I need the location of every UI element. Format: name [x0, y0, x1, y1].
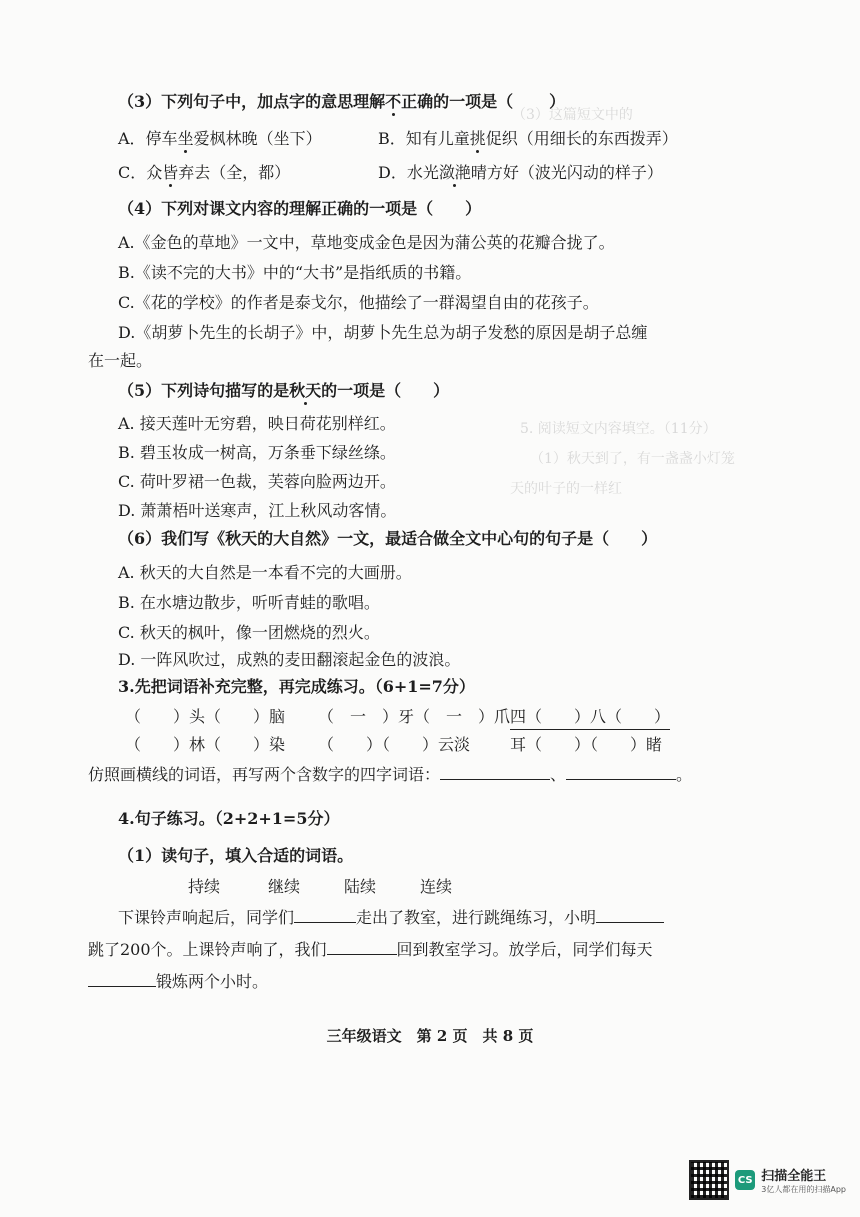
question-4-option-d-cont: 在一起。: [88, 351, 153, 370]
answer-blank[interactable]: [596, 906, 664, 923]
question-6-option-d: D. 一阵风吹过，成熟的麦田翻滚起金色的波浪。: [118, 650, 461, 669]
question-5-option-d: D. 萧萧梧叶送寒声，江上秋风动客情。: [118, 501, 397, 520]
idiom-blank[interactable]: （ 一 ）牙（ 一 ）爪: [318, 707, 511, 726]
question-3-option-b: B．知有儿童挑促织（用细长的东西拨弄）: [378, 129, 678, 148]
section-4-title: 4.句子练习。（2+2+1=5分）: [118, 809, 340, 828]
bleed-text: 5. 阅读短文内容填空。（11分）: [520, 421, 717, 437]
question-4-option-d: D.《胡萝卜先生的长胡子》中，胡萝卜先生总为胡子发愁的原因是胡子总缠: [118, 323, 648, 342]
watermark-subtitle: 3亿人都在用的扫描App: [761, 1185, 846, 1194]
word-bank-item: 连续: [420, 877, 453, 896]
answer-blank[interactable]: [294, 906, 356, 923]
question-3-option-d: D．水光潋滟晴方好（波光闪动的样子）: [378, 163, 663, 182]
camscanner-logo-icon: CS: [735, 1170, 755, 1190]
question-3-stem: （3）下列句子中，加点字的意思理解不正确的一项是（ ）: [118, 92, 566, 111]
question-4-option-b: B.《读不完的大书》中的“大书”是指纸质的书籍。: [118, 263, 472, 282]
bleed-text: （3）这篇短文中的: [512, 107, 633, 123]
question-3-option-c: C．众皆弃去（全，都）: [118, 163, 291, 182]
section-4-sub-1: （1）读句子，填入合适的词语。: [118, 846, 354, 865]
idiom-blank[interactable]: （ ）林（ ）染: [125, 735, 286, 754]
fill-sentence-3: 锻炼两个小时。: [88, 970, 268, 993]
word-bank-item: 陆续: [344, 877, 377, 896]
question-5-option-a: A. 接天莲叶无穷碧，映日荷花别样红。: [118, 414, 396, 433]
idiom-blank[interactable]: 耳（ ）（ ）睹: [510, 735, 663, 754]
word-bank-item: 继续: [268, 877, 301, 896]
question-4-stem: （4）下列对课文内容的理解正确的一项是（ ）: [118, 199, 482, 218]
bleed-text: （1）秋天到了，有一盏盏小灯笼: [530, 451, 735, 467]
idiom-task: 仿照画横线的词语，再写两个含数字的四字词语： 、 。: [88, 765, 693, 784]
qr-code-icon: [689, 1160, 729, 1200]
page-footer: 三年级语文 第 2 页 共 8 页: [326, 1027, 534, 1045]
answer-blank[interactable]: [566, 763, 676, 780]
question-4-option-c: C.《花的学校》的作者是泰戈尔，他描绘了一群渴望自由的花孩子。: [118, 293, 599, 312]
answer-blank[interactable]: [440, 763, 550, 780]
question-6-stem: （6）我们写《秋天的大自然》一文，最适合做全文中心句的句子是（ ）: [118, 529, 658, 548]
question-4-option-a: A.《金色的草地》一文中，草地变成金色是因为蒲公英的花瓣合拢了。: [118, 233, 615, 252]
question-5-stem: （5）下列诗句描写的是秋天的一项是（ ）: [118, 381, 450, 400]
word-bank-item: 持续: [188, 877, 221, 896]
question-5-option-c: C. 荷叶罗裙一色裁，芙蓉向脸两边开。: [118, 472, 396, 491]
fill-sentence-2: 跳了200个。上课铃声响了，我们 回到教室学习。放学后，同学们每天: [88, 940, 653, 959]
idiom-blank[interactable]: （ ）（ ）云淡: [318, 735, 471, 754]
bleed-text: 天的叶子的一样红: [510, 481, 622, 497]
idiom-blank[interactable]: （ ）头（ ）脑: [125, 707, 286, 726]
question-6-option-b: B. 在水塘边散步，听听青蛙的歌唱。: [118, 593, 380, 612]
scanner-watermark: [689, 1160, 846, 1200]
answer-blank[interactable]: [88, 970, 156, 987]
section-3-title: 3.先把词语补充完整，再完成练习。（6+1=7分）: [118, 677, 475, 696]
fill-sentence-1: 下课铃声响起后，同学们 走出了教室，进行跳绳练习，小明: [118, 906, 664, 929]
question-6-option-a: A. 秋天的大自然是一本看不完的大画册。: [118, 563, 412, 582]
question-6-option-c: C. 秋天的枫叶，像一团燃烧的烈火。: [118, 623, 380, 642]
answer-blank[interactable]: [327, 938, 397, 955]
question-5-option-b: B. 碧玉妆成一树高，万条垂下绿丝绦。: [118, 443, 396, 462]
question-3-option-a: A．停车坐爱枫林晚（坐下）: [118, 129, 322, 148]
watermark-name: 扫描全能王: [761, 1169, 827, 1184]
idiom-blank-underlined[interactable]: 四（ ）八（ ）: [510, 706, 670, 730]
